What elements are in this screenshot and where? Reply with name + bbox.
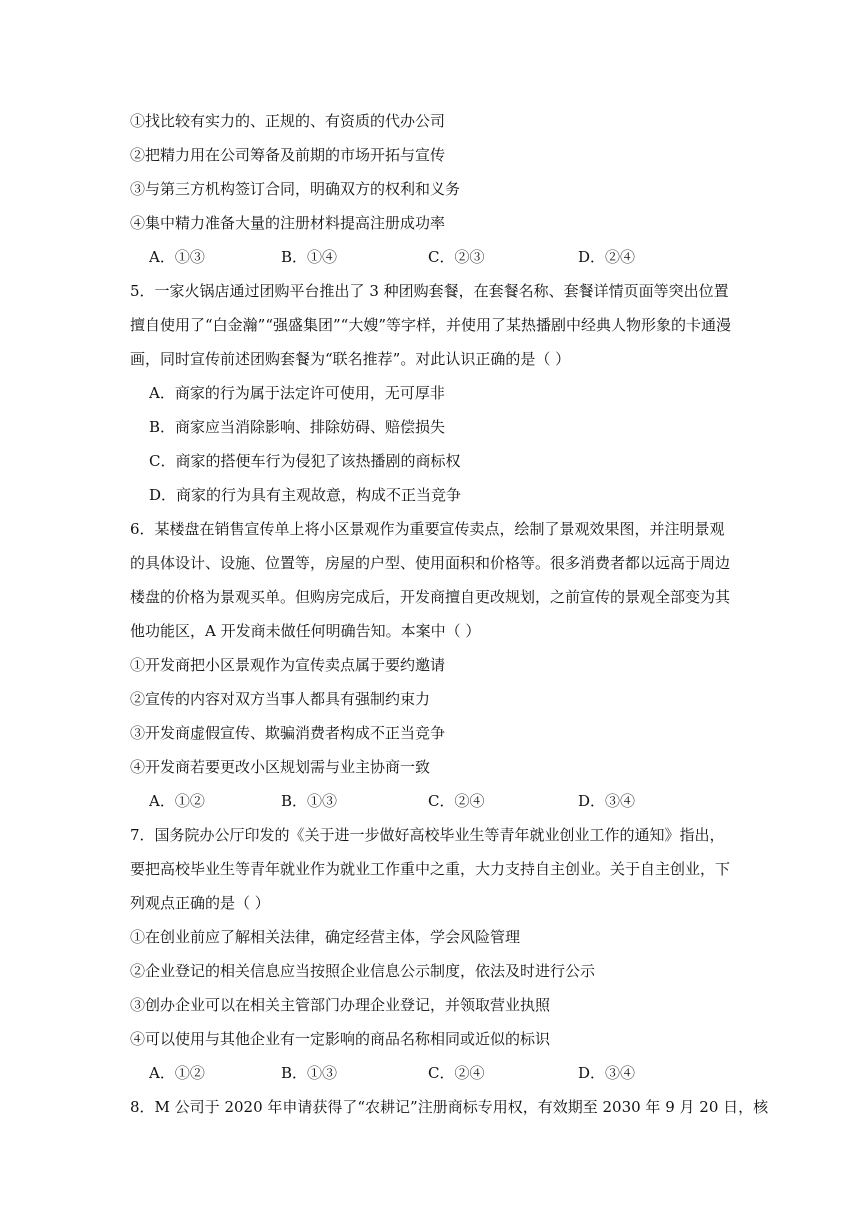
q5-option-d: D．商家的行为具有主观故意，构成不正当竞争 — [149, 486, 462, 504]
q6-choice-b: B．①③ — [281, 792, 338, 810]
q7-statement-1: ①在创业前应了解相关法律，确定经营主体，学会风险管理 — [130, 928, 521, 946]
q7-stem-line-3: 列观点正确的是（ ） — [130, 894, 270, 912]
q7-statement-3: ③创办企业可以在相关主管部门办理企业登记，并领取营业执照 — [130, 996, 551, 1014]
q4-statement-3: ③与第三方机构签订合同，明确双方的权利和义务 — [130, 180, 461, 198]
q4-choice-d: D．②④ — [578, 248, 636, 266]
q4-choice-a: A．①③ — [149, 248, 205, 266]
q5-stem-line-1: 5．一家火锅店通过团购平台推出了 3 种团购套餐，在套餐名称、套餐详情页面等突出位置 — [130, 282, 729, 300]
q4-choice-b: B．①④ — [281, 248, 338, 266]
q5-option-a: A．商家的行为属于法定许可使用，无可厚非 — [149, 384, 445, 402]
q6-choice-d: D．③④ — [578, 792, 636, 810]
q6-stem-line-2: 的具体设计、设施、位置等，房屋的户型、使用面积和价格等。很多消费者都以远高于周边 — [130, 554, 731, 572]
q7-statement-4: ④可以使用与其他企业有一定影响的商品名称相同或近似的标识 — [130, 1030, 551, 1048]
q6-statement-2: ②宣传的内容对双方当事人都具有强制约束力 — [130, 690, 431, 708]
q6-stem-line-3: 楼盘的价格为景观买单。但购房完成后，开发商擅自更改规划，之前宣传的景观全部变为其 — [130, 588, 731, 606]
q6-stem-line-4: 他功能区，A 开发商未做任何明确告知。本案中（ ） — [130, 622, 481, 640]
q6-statement-1: ①开发商把小区景观作为宣传卖点属于要约邀请 — [130, 656, 446, 674]
q7-stem-line-2: 要把高校毕业生等青年就业作为就业工作重中之重，大力支持自主创业。关于自主创业，下 — [130, 860, 731, 878]
q4-statement-4: ④集中精力准备大量的注册材料提高注册成功率 — [130, 214, 446, 232]
q5-stem-line-2: 擅自使用了“白金瀚”“强盛集团”“大嫂”等字样，并使用了某热播剧中经典人物形象的卡通漫 — [130, 316, 732, 334]
q7-stem-line-1: 7．国务院办公厅印发的《关于进一步做好高校毕业生等青年就业创业工作的通知》指出， — [130, 826, 725, 844]
q5-stem-line-3: 画，同时宣传前述团购套餐为“联名推荐”。对此认识正确的是（ ） — [130, 350, 571, 368]
q5-option-b: B．商家应当消除影响、排除妨碍、赔偿损失 — [149, 418, 446, 436]
q7-choice-d: D．③④ — [578, 1064, 636, 1082]
q4-statement-2: ②把精力用在公司筹备及前期的市场开拓与宣传 — [130, 146, 446, 164]
q7-statement-2: ②企业登记的相关信息应当按照企业信息公示制度，依法及时进行公示 — [130, 962, 596, 980]
q6-choice-a: A．①② — [149, 792, 205, 810]
q6-choice-c: C．②④ — [428, 792, 485, 810]
q6-statement-3: ③开发商虚假宣传、欺骗消费者构成不正当竞争 — [130, 724, 446, 742]
q7-choice-c: C．②④ — [428, 1064, 485, 1082]
q4-choice-c: C．②③ — [428, 248, 485, 266]
q4-statement-1: ①找比较有实力的、正规的、有资质的代办公司 — [130, 112, 446, 130]
q6-statement-4: ④开发商若要更改小区规划需与业主协商一致 — [130, 758, 431, 776]
q5-option-c: C．商家的搭便车行为侵犯了该热播剧的商标权 — [149, 452, 461, 470]
q7-choice-b: B．①③ — [281, 1064, 338, 1082]
q7-choice-a: A．①② — [149, 1064, 205, 1082]
q8-stem-line-1: 8．M 公司于 2020 年申请获得了“农耕记”注册商标专用权，有效期至 2030 年 9 月 20 日，核 — [130, 1098, 769, 1116]
q6-stem-line-1: 6．某楼盘在销售宣传单上将小区景观作为重要宣传卖点，绘制了景观效果图，并注明景观 — [130, 520, 725, 538]
